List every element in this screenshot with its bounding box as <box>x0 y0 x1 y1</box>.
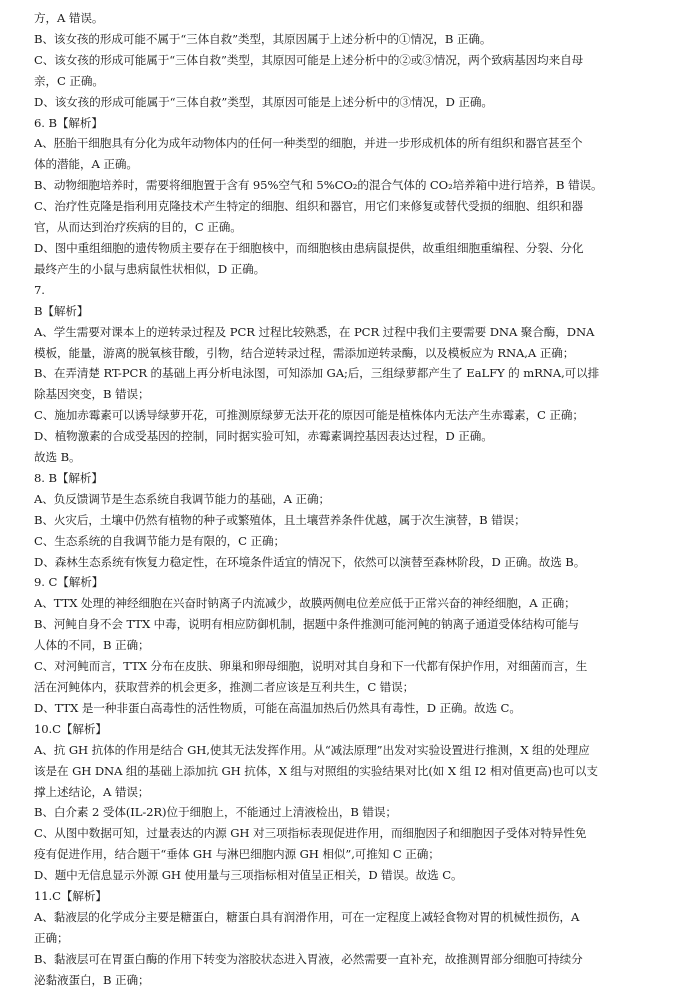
text-line: A、TTX 处理的神经细胞在兴奋时钠离子内流减少，故膜两侧电位差应低于正常兴奋的神经细胞，A 正确； <box>34 596 576 611</box>
text-line: 7. <box>34 282 45 297</box>
text-line: B、该女孩的形成可能不属于“三体自救”类型，其原因属于上述分析中的①情况，B 正确。 <box>34 31 492 46</box>
text-line: 疫有促进作用，结合题干“垂体 GH 与淋巴细胞内源 GH 相似”,可推知 C 正确； <box>34 847 440 862</box>
text-line: 人体的不同，B 正确； <box>34 638 150 653</box>
text-line: D、植物激素的合成受基因的控制，同时据实验可知，赤霉素调控基因表达过程，D 正确。 <box>34 429 493 444</box>
text-line: D、森林生态系统有恢复力稳定性，在环境条件适宜的情况下，依然可以演替至森林阶段，D 正确。故选 B。 <box>34 554 586 569</box>
text-line: C、该女孩的形成可能属于“三体自救”类型，其原因可能是上述分析中的②或③情况，两个致病基因均来自母 <box>34 52 584 67</box>
text-line: A、负反馈调节是生态系统自我调节能力的基础，A 正确； <box>34 491 330 506</box>
text-line: C、对河鲀而言，TTX 分布在皮肤、卵巢和卵母细胞，说明对其自身和下一代都有保护作用，对细菌而言，生 <box>34 659 588 674</box>
text-line: B【解析】 <box>34 303 89 318</box>
text-line: 体的潜能，A 正确。 <box>34 157 138 172</box>
text-line: C、施加赤霉素可以诱导绿萝开花，可推测原绿萝无法开花的原因可能是植株体内无法产生赤霉素，C 正确； <box>34 408 584 423</box>
text-line: 故选 B。 <box>34 450 81 465</box>
text-line: C、治疗性克隆是指利用克隆技术产生特定的细胞、组织和器官，用它们来修复或替代受损的细胞、组织和器 <box>34 199 583 214</box>
text-line: D、TTX 是一种非蛋白高毒性的活性物质，可能在高温加热后仍然具有毒性，D 正确。故选 C。 <box>34 700 521 715</box>
text-line: D、题中无信息显示外源 GH 使用量与三项指标相对值呈正相关，D 错误。故选 C。 <box>34 868 463 883</box>
text-line: 泌黏液蛋白，B 正确； <box>34 972 150 987</box>
text-line: 官，从而达到治疗疾病的目的，C 正确。 <box>34 220 242 235</box>
text-line: 模板，能量，游离的脱氧核苷酸，引物，结合逆转录过程，需添加逆转录酶，以及模板应为 RNA,A 正确； <box>34 345 575 360</box>
text-line: 撑上述结论，A 错误； <box>34 784 150 799</box>
text-line: 10.C【解析】 <box>34 721 107 736</box>
text-line: B、黏液层可在胃蛋白酶的作用下转变为溶胶状态进入胃液，必然需要一直补充，故推测胃部分细胞可持续分 <box>34 951 583 966</box>
text-line: 方，A 错误。 <box>34 11 104 25</box>
text-line: 最终产生的小鼠与患病鼠性状相似，D 正确。 <box>34 261 266 276</box>
text-line: A、黏液层的化学成分主要是糖蛋白，糖蛋白具有润滑作用，可在一定程度上减轻食物对胃的机械性损伤，A <box>34 909 580 924</box>
text-line: D、图中重组细胞的遗传物质主要存在于细胞核中，而细胞核由患病鼠提供，故重组细胞重编程、分裂、分化 <box>34 240 584 255</box>
text-line: 11.C【解析】 <box>34 889 107 904</box>
text-line: 6. B【解析】 <box>34 115 103 130</box>
text-line: 正确； <box>34 930 69 945</box>
text-line: B、白介素 2 受体(IL-2R)位于细胞上，不能通过上清液检出，B 错误； <box>34 805 397 820</box>
text-line: C、生态系统的自我调节能力是有限的，C 正确； <box>34 533 286 548</box>
text-line: B、在弄清楚 RT-PCR 的基础上再分析电泳图，可知添加 GA;后，三组绿萝都产生了 EaLFY 的 mRNA,可以排 <box>34 366 600 381</box>
text-line: B、动物细胞培养时，需要将细胞置于含有 95%空气和 5%CO₂的混合气体的 CO₂培养箱中进行培养，B 错误。 <box>34 178 603 193</box>
text-line: 8. B【解析】 <box>34 470 103 485</box>
text-line: D、该女孩的形成可能属于“三体自救”类型，其原因可能是上述分析中的③情况，D 正确。 <box>34 94 493 109</box>
text-line: 活在河鲀体内，获取营养的机会更多，推测二者应该是互利共生，C 错误； <box>34 680 415 694</box>
text-line: B、河鲀自身不会 TTX 中毒，说明有相应防御机制，据题中条件推测可能河鲀的钠离子通道受体结构可能与 <box>34 617 579 632</box>
text-line: B、火灾后，土壤中仍然有植物的种子或繁殖体，且土壤营养条件优越，属于次生演替，B 错误； <box>34 512 526 527</box>
text-line: 该是在 GH DNA 组的基础上添加抗 GH 抗体，X 组与对照组的实验结果对比(如 X 组 I2 相对值更高)也可以支 <box>34 763 598 778</box>
text-line: 9. C【解析】 <box>34 575 104 590</box>
text-line: A、学生需要对课本上的逆转录过程及 PCR 过程比较熟悉，在 PCR 过程中我们主要需要 DNA 聚合酶，DNA <box>34 324 595 339</box>
text-line: A、抗 GH 抗体的作用是结合 GH,使其无法发挥作用。从“减法原理”出发对实验设置进行推测，X 组的处理应 <box>34 742 590 757</box>
text-line: A、胚胎干细胞具有分化为成年动物体内的任何一种类型的细胞，并进一步形成机体的所有组织和器官甚至个 <box>34 136 583 151</box>
text-line: 除基因突变，B 错误； <box>34 387 150 402</box>
text-line: 亲，C 正确。 <box>34 73 104 88</box>
text-line: C、从图中数据可知，过量表达的内源 GH 对三项指标表现促进作用，而细胞因子和细胞因子受体对特异性免 <box>34 826 587 841</box>
